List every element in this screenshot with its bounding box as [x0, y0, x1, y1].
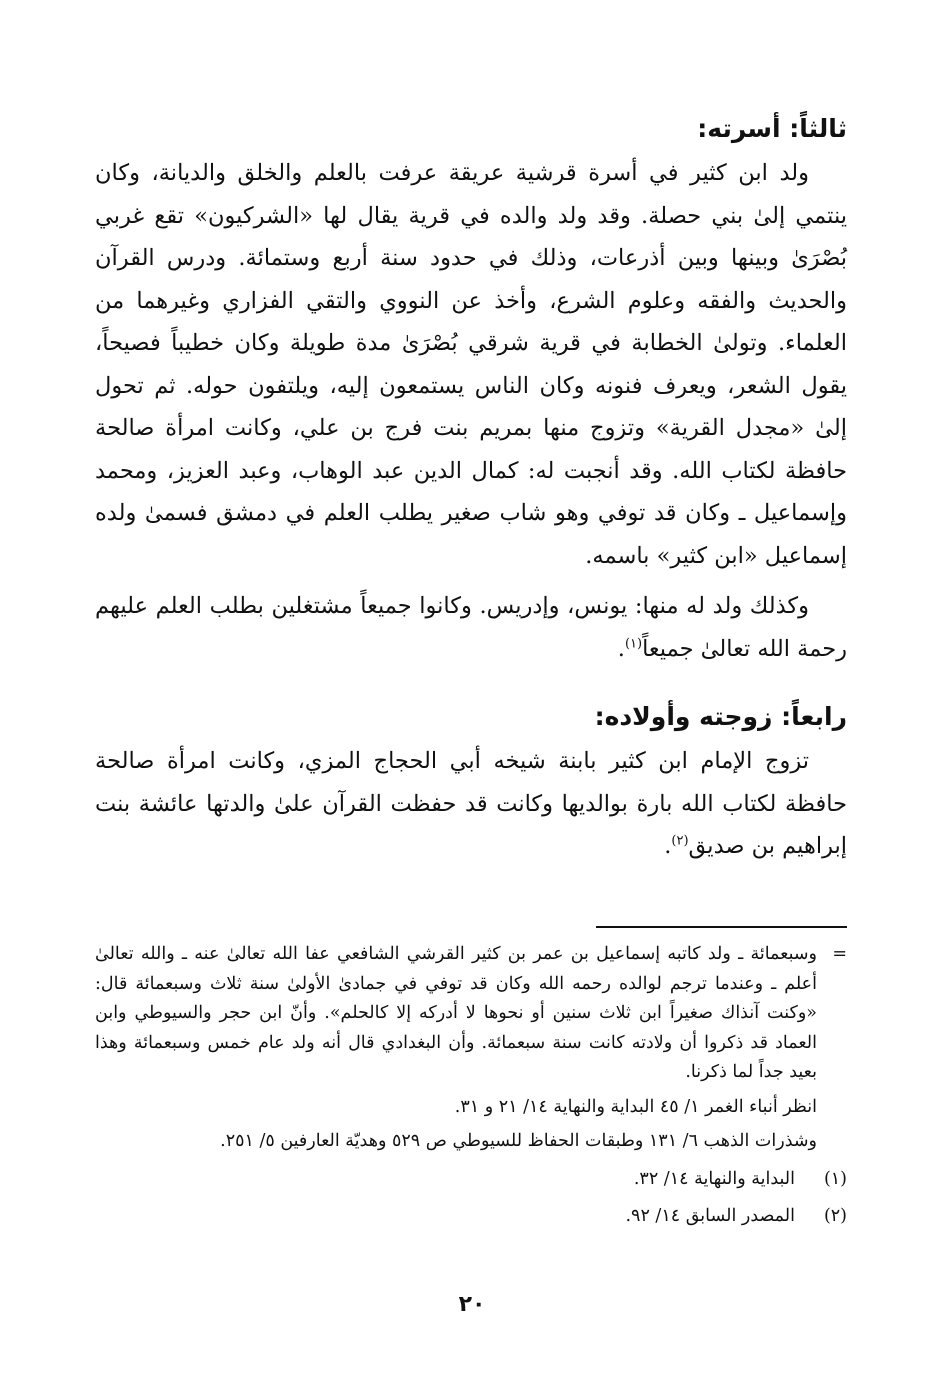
footnote-ref[interactable]: (٢) [671, 833, 689, 849]
paragraph [95, 152, 847, 577]
footnote-item [95, 1165, 847, 1195]
paragraph-text: ولد ابن كثير في أسرة قرشية عريقة عرفت بالعلم والخلق والديانة، وكان ينتمي إلىٰ بني حصلة. وقد ولد والده في قرية يقال لها «الشركيون» تقع غربي بُصْرَىٰ وبينها وبين أذرعات، وذلك في حدود سنة أربع وستمائة. ودرس القرآن والحديث والفقه وعلوم الشرع، وأخذ عن النووي والتقي الفزاري وغيرهما من العلماء. وتولىٰ الخطابة في قرية شرقي بُصْرَىٰ مدة طويلة وكان خطيباً فصيحاً، يقول الشعر، ويعرف فنونه وكان الناس يستمعون إليه، ويلتفون حوله. ثم تحول إلىٰ «مجدل القرية» وتزوج منها بمريم بنت فرج بن علي، وكانت امرأة صالحة حافظة لكتاب الله. وقد أنجبت له: كمال الدين عبد الوهاب، وعبد العزيز، ومحمد وإسماعيل ـ وكان قد توفي وهو شاب صغير يطلب العلم في دمشق فسمىٰ ولده إسماعيل «ابن كثير» باسمه. [95, 160, 847, 569]
footnote-line: انظر أنباء الغمر ١/ ٤٥ البداية والنهاية ١٤/ ٢١ و ٣١. [454, 1096, 817, 1117]
section-family [95, 112, 847, 670]
paragraph-text: تزوج الإمام ابن كثير بابنة شيخه أبي الحجاج المزي، وكانت امرأة صالحة حافظة لكتاب الله بارة بوالديها وكانت قد حفظت القرآن علىٰ والدتها عائشة بنت إبراهيم بن صديق [95, 748, 847, 859]
footnotes [95, 940, 847, 1232]
footnote-divider [596, 926, 847, 928]
main-text [95, 112, 847, 898]
section-heading-wife: رابعاً: زوجته وأولاده: [594, 702, 847, 731]
end-punct: . [664, 833, 672, 859]
footnote-item [95, 1202, 847, 1232]
paragraph-text: وكذلك ولد له منها: يونس، وإدريس. وكانوا جميعاً مشتغلين بطلب العلم عليهم رحمة الله تعالىٰ جميعاً [95, 593, 847, 662]
footnote-number: (٢) [823, 1206, 847, 1226]
footnote-text: البداية والنهاية ١٤/ ٣٢. [633, 1168, 795, 1189]
footnote-line: وسبعمائة ـ ولد كاتبه إسماعيل بن عمر بن كثير القرشي الشافعي عفا الله تعالىٰ عنه ـ والله تعالىٰ أعلم ـ وعندما ترجم لوالده رحمه الله وكان قد توفي في جمادىٰ الأولىٰ سنة ثلاث وسبعمائة قال: «وكنت آنذاك صغيراً ابن ثلاث سنين أو نحوها لا أدركه إلا كالحلم». وأنّ ابن حجر والسيوطي وابن العماد قد ذكروا أن ولادته كانت سنة سبعمائة. وأن البغدادي قال أنه ولد عام خمس وسبعمائة وهذا بعيد جداً لما ذكرنا. [95, 944, 817, 1082]
paragraph [95, 740, 847, 868]
section-heading-family: ثالثاً: أسرته: [697, 114, 847, 143]
continuation-marker: = [832, 944, 847, 964]
footnote-line: وشذرات الذهب ٦/ ١٣١ وطبقات الحفاظ للسيوطي ص ٥٢٩ وهديّة العارفين ٥/ ٢٥١. [220, 1131, 817, 1151]
footnote-text: المصدر السابق ١٤/ ٩٢. [625, 1206, 795, 1226]
page-number: ٢٠ [458, 1292, 486, 1317]
footnote-continuation [95, 940, 847, 1157]
end-punct: . [617, 635, 625, 662]
paragraph [95, 585, 847, 670]
section-wife [95, 700, 847, 868]
footnote-number: (١) [823, 1168, 847, 1189]
footnote-ref[interactable]: (١) [624, 636, 643, 651]
